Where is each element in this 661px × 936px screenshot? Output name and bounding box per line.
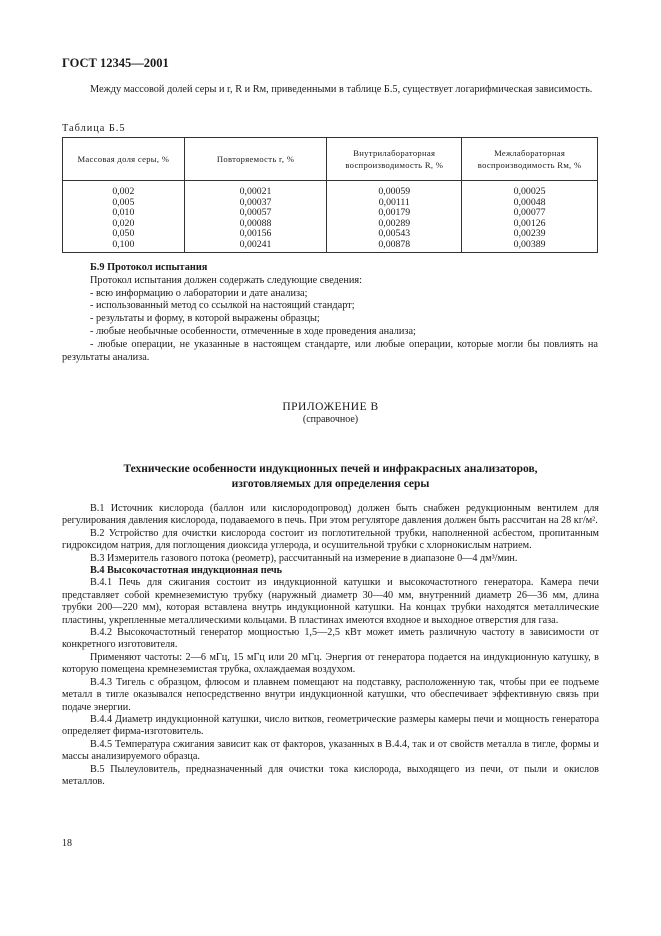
table-cell: 0,100: [112, 238, 135, 250]
section-b9: [62, 262, 598, 364]
table-header-row: [63, 138, 598, 181]
column-header: Повторяемость r, %: [184, 138, 327, 181]
table-cell: 0,00025: [513, 186, 546, 197]
page-number: 18: [62, 838, 72, 849]
table-cell: 0,00048: [513, 196, 546, 208]
column-header: Межлабораторная воспроизводимость Rм, %: [462, 138, 598, 181]
column-header: Массовая доля серы, %: [63, 138, 185, 181]
column-intralab-reproducibility: [327, 181, 462, 253]
paragraph: В.1 Источник кислорода (баллон или кислородопровод) должен быть снабжен редукционным вентилем для регулирования давления кислорода, подаваемого в печь. При этом регуляторе давления должен быть рассчитан на 28 кг/м².: [62, 503, 599, 527]
paragraph: В.5 Пылеуловитель, предназначенный для очистки тока кислорода, выходящего из печи, от пыли и окислов металлов.: [62, 763, 599, 787]
intro-paragraph: [62, 82, 598, 97]
appendix-heading: [0, 462, 661, 492]
appendix-subtitle: (справочное): [302, 414, 359, 425]
list-item: - любые необычные особенности, отмеченные в ходе проведения анализа;: [90, 325, 416, 337]
paragraph: В.4.4 Диаметр индукционной катушки, число витков, геометрические размеры камеры печи и мощность генератора определяет фирма-изготовитель.: [62, 713, 599, 738]
table-cell: 0,010: [112, 207, 135, 218]
table-cell: 0,00126: [513, 217, 546, 229]
table-cell: 0,00289: [378, 217, 411, 229]
appendix-body: [62, 503, 599, 788]
section-title: Б.9 Протокол испытания: [90, 262, 208, 273]
heading-line: изготовляемых для определения серы: [231, 478, 430, 490]
list-item: - всю информацию о лаборатории и дате анализа;: [90, 287, 308, 299]
table-cell: 0,020: [112, 217, 135, 229]
data-table: [62, 137, 598, 253]
table-body: [63, 181, 598, 253]
intro-text: Между массовой долей серы и r, R и Rм, приведенными в таблице Б.5, существует логарифмическая зависимость.: [90, 84, 593, 95]
table-cell: 0,00021: [239, 186, 272, 197]
column-interlab-reproducibility: [462, 181, 598, 253]
paragraph: В.4.3 Тигель с образцом, флюсом и плавнем помещают на подставку, расположенную так, чтобы при ее подъеме металл в тигле оказывался непосредственно внутри индукционной катушки, что обеспечивает эффективную связь при подаче энергии.: [62, 676, 599, 713]
list-item: - результаты и форму, в которой выражены образцы;: [90, 313, 320, 325]
table-cell: 0,00037: [239, 196, 272, 208]
paragraph: В.2 Устройство для очистки кислорода состоит из поглотительной трубки, наполненной асбестом, пропитанным гидроксидом натрия, для поглощения диоксида углерода, и осушительной трубки с хлорнокислым натрием.: [62, 527, 599, 552]
table-cell: 0,00111: [378, 196, 410, 208]
table-cell: 0,00057: [239, 207, 272, 218]
paragraph: В.4.1 Печь для сжигания состоит из индукционной катушки и высокочастотного генератора. Камера печи представляет собой кремнеземистую трубку (наружный диаметр 30—40 мм, внутренний диаметр 26—36 мм, длина трубки 200—220 мм), которая вставлена внутрь индукционной катушки. На концах трубки находятся металлические пластины, укрепленные металлическими кольцами. В пластинах имеются входное и выходное отверстия для газа.: [62, 577, 599, 626]
table-cell: 0,00088: [239, 217, 272, 229]
table-cell: 0,002: [112, 186, 135, 197]
table-cell: 0,00077: [513, 207, 546, 218]
table-cell: 0,00156: [239, 228, 272, 239]
table-cell: 0,050: [112, 228, 135, 239]
table-cell: 0,00059: [378, 186, 411, 197]
paragraph: В.3 Измеритель газового потока (реометр), рассчитанный на измерение в диапазоне 0—4 дм³/мин.: [90, 552, 518, 564]
table-cell: 0,00179: [378, 207, 411, 218]
table-cell: 0,00878: [378, 238, 411, 250]
column-header: Внутрилабораторная воспроизводимость R, %: [327, 138, 462, 181]
table-cell: 0,00389: [513, 238, 546, 250]
document-code: ГОСТ 12345—2001: [62, 56, 169, 70]
paragraph: Применяют частоты: 2—6 мГц, 15 мГц или 20 мГц. Энергия от генератора подается на индукционную катушку, в которую помещена кремнеземистая трубка, охлаждаемая воздухом.: [62, 651, 599, 676]
subsection-title: В.4 Высокочастотная индукционная печь: [90, 565, 282, 577]
list-item: - любые операции, не указанные в настоящем стандарте, или любые операции, которые могли бы повлиять на результаты анализа.: [62, 338, 598, 363]
section-lead: Протокол испытания должен содержать следующие сведения:: [90, 274, 362, 286]
table-cell: 0,00241: [239, 238, 272, 250]
table-cell: 0,005: [112, 196, 135, 208]
table-caption: Таблица Б.5: [62, 123, 126, 134]
paragraph: В.4.2 Высокочастотный генератор мощностью 1,5—2,5 кВт может иметь различную частоту в зависимости от конкретного изготовителя.: [62, 627, 599, 651]
column-repeatability: [184, 181, 327, 253]
list-item: - использованный метод со ссылкой на настоящий стандарт;: [90, 300, 355, 312]
paragraph: В.4.5 Температура сжигания зависит как от факторов, указанных в В.4.4, так и от свойств металла в тигле, формы и массы анализируемого образца.: [62, 738, 599, 763]
table-cell: 0,00239: [513, 228, 546, 239]
appendix-title: ПРИЛОЖЕНИЕ В: [282, 401, 379, 413]
column-sulfur-fraction: [63, 181, 185, 253]
table-cell: 0,00543: [378, 228, 411, 239]
heading-line: Технические особенности индукционных печей и инфракрасных анализаторов,: [123, 463, 538, 475]
